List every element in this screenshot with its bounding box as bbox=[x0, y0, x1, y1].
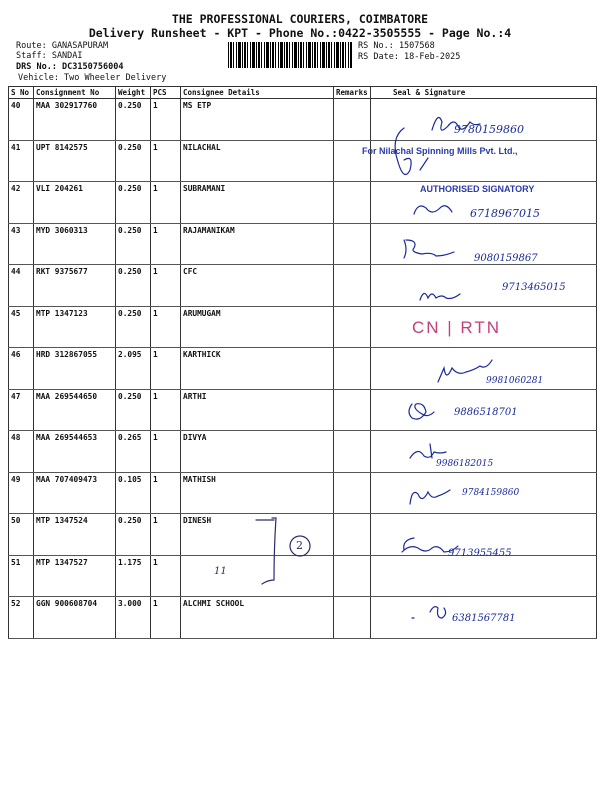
cell-pcs: 1 bbox=[151, 223, 181, 265]
cell-sno: 47 bbox=[9, 389, 34, 431]
cell-pcs: 1 bbox=[151, 431, 181, 473]
cell-consignment: MTP 1347524 bbox=[34, 514, 116, 556]
cell-weight: 0.250 bbox=[116, 140, 151, 182]
cell-consignee: ARTHI bbox=[181, 389, 334, 431]
cell-sno: 43 bbox=[9, 223, 34, 265]
cell-weight: 0.250 bbox=[116, 223, 151, 265]
cell-sno: 44 bbox=[9, 265, 34, 307]
handwritten-phone-49: 9784159860 bbox=[462, 488, 520, 498]
staff-label: Staff: SANDAI bbox=[16, 51, 83, 61]
cell-remarks bbox=[334, 223, 371, 265]
cell-sno: 40 bbox=[9, 99, 34, 141]
handwritten-phone-42: 6718967015 bbox=[470, 207, 540, 220]
table-row bbox=[9, 306, 597, 348]
col-header-remarks: Remarks bbox=[334, 87, 371, 99]
route-label: Route: GANASAPURAM bbox=[16, 41, 109, 51]
cell-weight: 0.250 bbox=[116, 514, 151, 556]
cell-consignee: DIVYA bbox=[181, 431, 334, 473]
cell-consignee bbox=[181, 555, 334, 597]
col-header-signature: Seal & Signature bbox=[371, 87, 597, 99]
cell-weight: 0.250 bbox=[116, 182, 151, 224]
cell-pcs: 1 bbox=[151, 182, 181, 224]
handwritten-phone-51: 9713955455 bbox=[448, 548, 512, 559]
cell-pcs: 1 bbox=[151, 306, 181, 348]
cell-sno: 42 bbox=[9, 182, 34, 224]
cell-remarks bbox=[334, 431, 371, 473]
cell-sno: 50 bbox=[9, 514, 34, 556]
cell-pcs: 1 bbox=[151, 555, 181, 597]
cell-consignee: KARTHICK bbox=[181, 348, 334, 390]
cell-consignment: MYD 3060313 bbox=[34, 223, 116, 265]
cell-sno: 52 bbox=[9, 597, 34, 639]
cell-sno: 48 bbox=[9, 431, 34, 473]
col-header-sno: S No bbox=[9, 87, 34, 99]
cell-pcs: 1 bbox=[151, 348, 181, 390]
remark-cn-rtn: CN | RTN bbox=[412, 318, 502, 337]
cell-sno: 45 bbox=[9, 306, 34, 348]
cell-remarks bbox=[334, 514, 371, 556]
runsheet-subtitle: Delivery Runsheet - KPT - Phone No.:0422-3505555 - Page No.:4 bbox=[88, 26, 512, 40]
courier-company-title: THE PROFESSIONAL COURIERS, COIMBATORE bbox=[171, 12, 429, 26]
circled-number-text: 2 bbox=[296, 539, 303, 552]
cell-pcs: 1 bbox=[151, 265, 181, 307]
cell-sno: 46 bbox=[9, 348, 34, 390]
cell-weight: 0.105 bbox=[116, 472, 151, 514]
cell-consignee: MS ETP bbox=[181, 99, 334, 141]
authorised-signatory-stamp: AUTHORISED SIGNATORY bbox=[420, 184, 535, 194]
remark-mark: 11 bbox=[214, 566, 227, 577]
cell-sno: 51 bbox=[9, 555, 34, 597]
cell-consignment: RKT 9375677 bbox=[34, 265, 116, 307]
col-header-weight: Weight bbox=[116, 87, 151, 99]
handwritten-phone-43: 9080159867 bbox=[474, 253, 538, 264]
cell-sno: 49 bbox=[9, 472, 34, 514]
handwritten-phone-46: 9981060281 bbox=[486, 376, 544, 386]
handwritten-phone-47: 9886518701 bbox=[454, 407, 518, 418]
col-header-consignment: Consignment No bbox=[34, 87, 116, 99]
cell-consignment: MTP 1347527 bbox=[34, 555, 116, 597]
cell-sno: 41 bbox=[9, 140, 34, 182]
table-row bbox=[9, 555, 597, 597]
cell-consignment: MAA 302917760 bbox=[34, 99, 116, 141]
cell-weight: 0.250 bbox=[116, 265, 151, 307]
cell-consignment: MAA 269544650 bbox=[34, 389, 116, 431]
vehicle-label: Vehicle: Two Wheeler Delivery bbox=[18, 73, 167, 83]
cell-consignment: UPT 8142575 bbox=[34, 140, 116, 182]
handwritten-phone-52: 6381567781 bbox=[452, 613, 516, 624]
cell-consignment: MTP 1347123 bbox=[34, 306, 116, 348]
cell-consignee: DINESH bbox=[181, 514, 334, 556]
col-header-pcs: PCS bbox=[151, 87, 181, 99]
table-header-row bbox=[9, 87, 597, 99]
cell-weight: 0.250 bbox=[116, 99, 151, 141]
cell-consignee: RAJAMANIKAM bbox=[181, 223, 334, 265]
cell-pcs: 1 bbox=[151, 597, 181, 639]
cell-weight: 0.265 bbox=[116, 431, 151, 473]
cell-consignee: MATHISH bbox=[181, 472, 334, 514]
cell-remarks bbox=[334, 389, 371, 431]
cell-remarks bbox=[334, 472, 371, 514]
handwritten-phone-40: 9780159860 bbox=[454, 123, 524, 136]
cell-signature bbox=[371, 348, 597, 390]
rs-date: RS Date: 18-Feb-2025 bbox=[358, 52, 461, 62]
cell-pcs: 1 bbox=[151, 99, 181, 141]
cell-remarks bbox=[334, 306, 371, 348]
cell-remarks bbox=[334, 348, 371, 390]
cell-remarks bbox=[334, 182, 371, 224]
cell-consignee: NILACHAL bbox=[181, 140, 334, 182]
handwritten-phone-44: 9713465015 bbox=[502, 282, 566, 293]
cell-signature bbox=[371, 555, 597, 597]
cell-remarks bbox=[334, 597, 371, 639]
cell-consignee: ALCHMI SCHOOL bbox=[181, 597, 334, 639]
cell-remarks bbox=[334, 265, 371, 307]
cell-pcs: 1 bbox=[151, 514, 181, 556]
cell-weight: 3.000 bbox=[116, 597, 151, 639]
cell-consignment: HRD 312867055 bbox=[34, 348, 116, 390]
cell-weight: 0.250 bbox=[116, 389, 151, 431]
cell-consignment: MAA 269544653 bbox=[34, 431, 116, 473]
barcode-image bbox=[228, 42, 352, 68]
cell-pcs: 1 bbox=[151, 140, 181, 182]
cell-weight: 2.095 bbox=[116, 348, 151, 390]
cell-weight: 0.250 bbox=[116, 306, 151, 348]
table-row bbox=[9, 431, 597, 473]
cell-remarks bbox=[334, 99, 371, 141]
cell-consignee: CFC bbox=[181, 265, 334, 307]
cell-weight: 1.175 bbox=[116, 555, 151, 597]
drs-number: DRS No.: DC3150756004 bbox=[16, 62, 124, 72]
col-header-consignee: Consignee Details bbox=[181, 87, 334, 99]
cell-pcs: 1 bbox=[151, 472, 181, 514]
rs-number: RS No.: 1507568 bbox=[358, 41, 435, 51]
cell-consignment: VLI 204261 bbox=[34, 182, 116, 224]
handwritten-phone-48: 9986182015 bbox=[436, 459, 494, 469]
cell-consignment: GGN 900608704 bbox=[34, 597, 116, 639]
cell-pcs: 1 bbox=[151, 389, 181, 431]
cell-consignee: ARUMUGAM bbox=[181, 306, 334, 348]
company-stamp: For Nilachal Spinning Mills Pvt. Ltd., bbox=[362, 146, 518, 156]
cell-consignment: MAA 707409473 bbox=[34, 472, 116, 514]
cell-remarks bbox=[334, 555, 371, 597]
cell-consignee: SUBRAMANI bbox=[181, 182, 334, 224]
